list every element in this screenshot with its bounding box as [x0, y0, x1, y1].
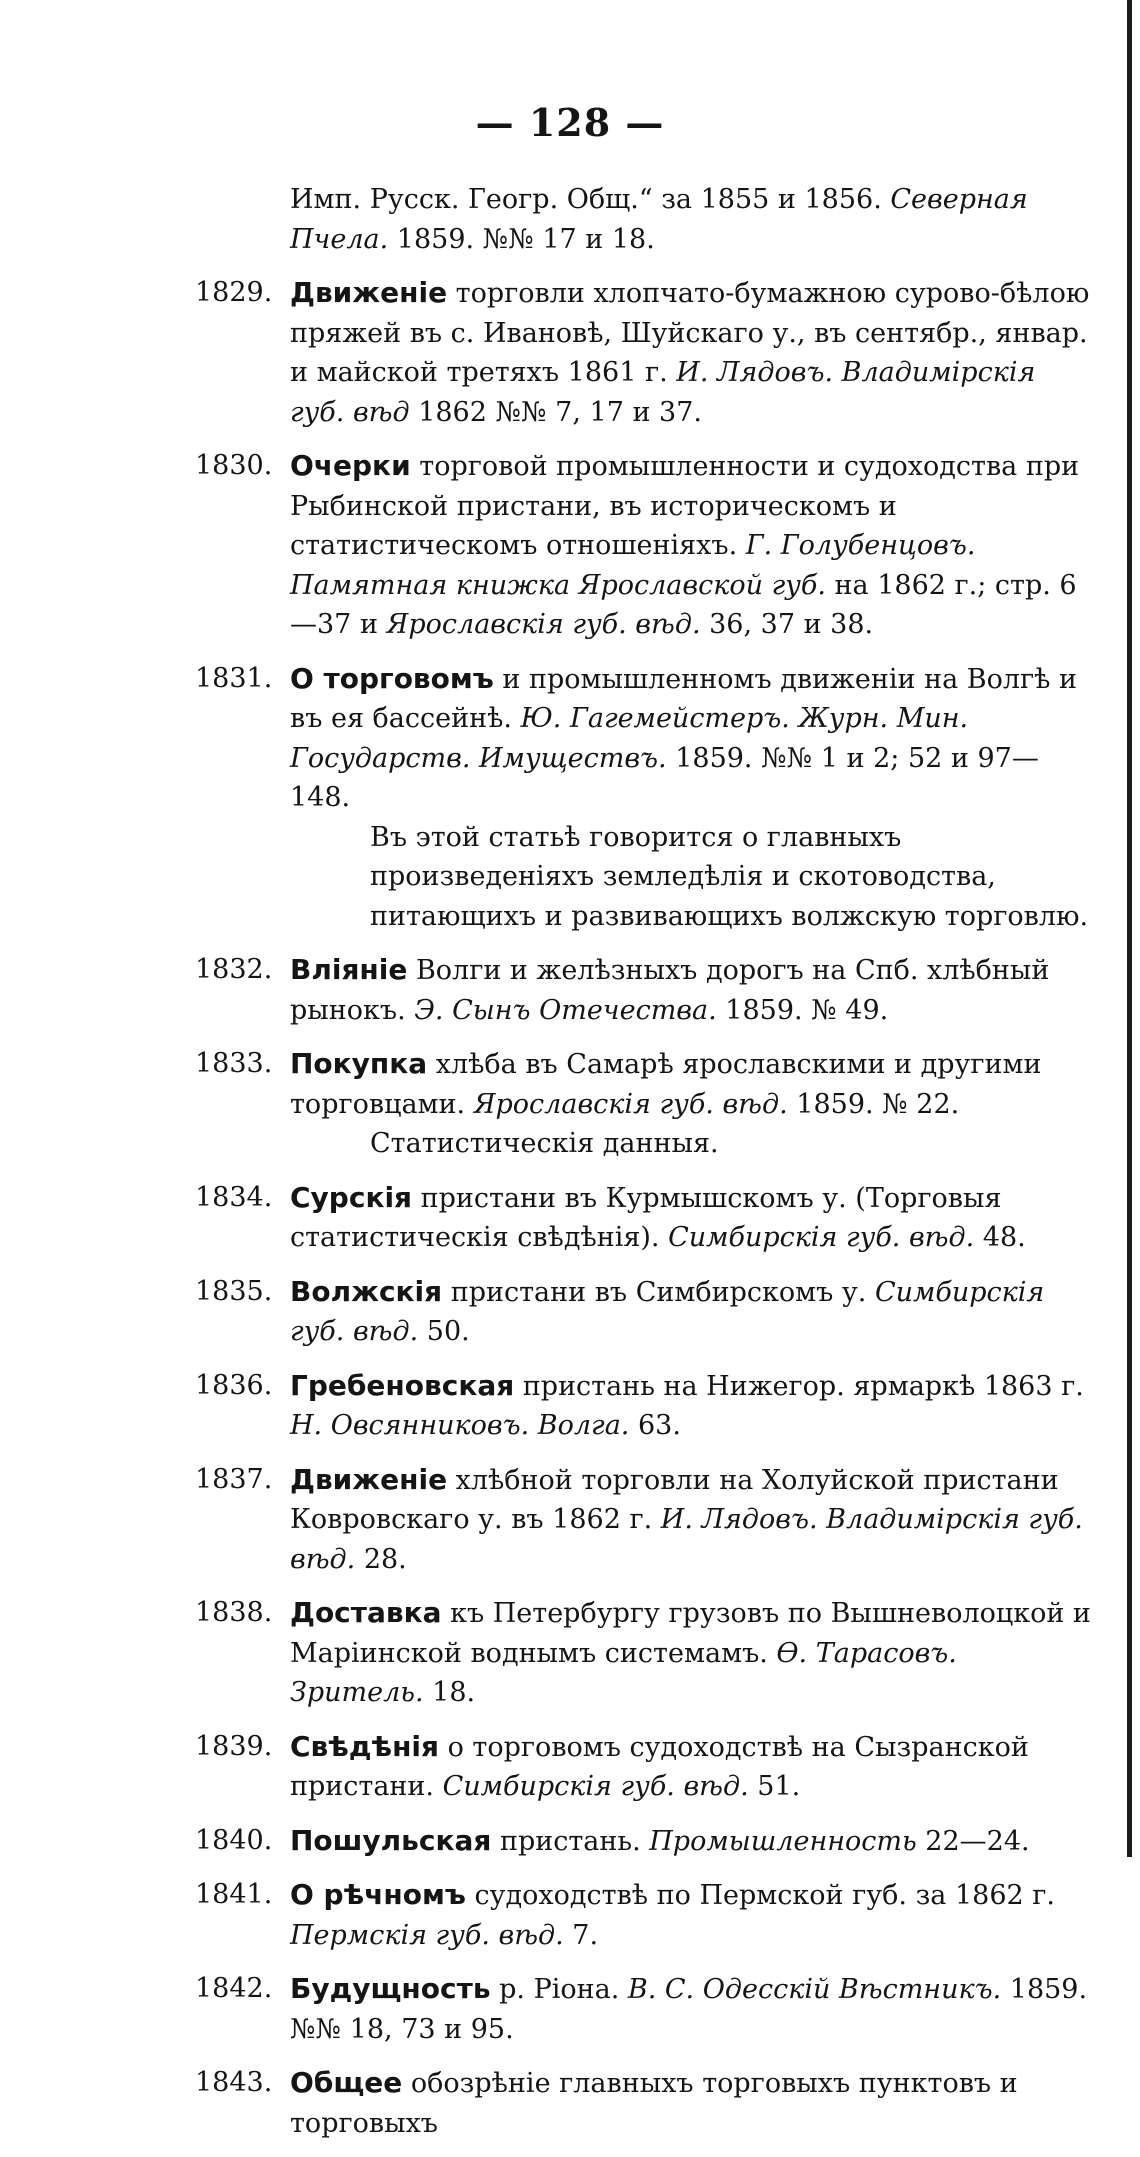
entry-number: 1834. — [195, 1181, 273, 1213]
entry-description: и промышленномъ движеніи на Волгѣ и въ ея бассейнѣ. — [290, 663, 1078, 734]
entry-source: В. С. Одесскій Вѣстникъ. — [627, 1974, 1002, 2005]
entry-description: пристани въ Курмышскомъ у. (Торговыя статистическія свѣдѣнія). — [290, 1182, 1002, 1253]
entry-text — [290, 1974, 1087, 2045]
entry-text — [290, 661, 1078, 814]
entry-number: 1838. — [195, 1597, 273, 1628]
entry-number: 1835. — [195, 1275, 273, 1307]
entry-source: Промышленность — [649, 1825, 917, 1857]
entry-description: хлѣбной торговли на Холуйской пристани Ковровскаго у. въ 1862 г. — [290, 1464, 1059, 1535]
entry-text — [290, 1049, 1042, 1120]
bibliography-entry — [195, 2063, 1095, 2143]
entry-text — [290, 1180, 1026, 1254]
entry-number: 1841. — [195, 1879, 273, 1910]
entry-number: 1832. — [195, 954, 273, 985]
entry-text — [290, 451, 1079, 640]
entry-source: Симбирскія губ. вѣд. — [442, 1771, 749, 1802]
bibliography-entry — [195, 1272, 1095, 1352]
entry-keyword: Очерки — [290, 449, 411, 482]
entry-description: р. Ріона. — [490, 1974, 628, 2005]
page-edge-line — [1127, 0, 1132, 1857]
entry-description: 50. — [418, 1316, 470, 1347]
entry-number: 1831. — [195, 662, 273, 694]
bibliography-list — [195, 180, 1095, 2157]
entry-keyword: О торговомъ — [290, 661, 494, 695]
entry-source: Северная Пчела. — [290, 184, 1028, 255]
entry-source: Ю. Гагемейстеръ. Журн. Мин. Государств. Имуществъ. — [290, 703, 969, 774]
entry-source: Ѳ. Тарасовъ. Зритель. — [290, 1637, 957, 1708]
bibliography-entry — [195, 273, 1095, 432]
entry-number: 1837. — [195, 1463, 273, 1495]
entry-keyword: Гребеновская — [290, 1368, 515, 1402]
bibliography-entry — [195, 1460, 1095, 1580]
entry-description: 63. — [629, 1410, 681, 1441]
entry-description: 7. — [563, 1919, 599, 1951]
entry-source: Ярославскія губ. вѣд. — [473, 1088, 788, 1120]
entry-number: 1840. — [195, 1824, 273, 1856]
entry-number: 1833. — [195, 1048, 273, 1079]
entry-source: Симбирскія губ. вѣд. — [290, 1276, 1045, 1347]
entry-text — [290, 184, 1028, 255]
page-number: — 128 — — [475, 100, 665, 145]
entry-keyword: Сурскія — [290, 1180, 413, 1214]
bibliography-entry — [195, 446, 1095, 645]
bibliography-entry — [195, 1178, 1095, 1258]
entry-description: къ Петербургу грузовъ по Вышневолоцкой и Маріинской воднымъ системамъ. — [290, 1598, 1091, 1669]
entry-number: 1839. — [195, 1730, 273, 1762]
entry-keyword: Вліяніе — [290, 953, 408, 986]
entry-description: торговли хлопчато-бумажною сурово-бѣлою пряжей въ с. Ивановѣ, Шуйскаго у., въ сентябр., январ. и майской третяхъ 1861 г. — [290, 278, 1090, 388]
entry-source: Пермскія губ. вѣд. — [290, 1919, 564, 1951]
bibliography-entry — [195, 180, 1095, 259]
entry-keyword: О рѣчномъ — [290, 1878, 466, 1911]
entry-description: торговой промышленности и судоходства при Рыбинской пристани, въ историческомъ и статистическомъ отношеніяхъ. — [290, 451, 1080, 561]
entry-keyword: Движеніе — [290, 276, 448, 309]
entry-description: Имп. Русск. Геогр. Общ.“ за 1855 и 1856. — [290, 184, 891, 215]
entry-source: Симбирскія губ. вѣд. — [668, 1222, 975, 1253]
entry-note: Въ этой статьѣ говорится о главныхъ произведеніяхъ земледѣлія и скотоводства, питающихъ и развивающихъ волжскую торговлю. — [370, 821, 1089, 932]
entry-source: И. Лядовъ. Владимірскія губ. вѣд. — [290, 1504, 1083, 1575]
entry-number: 1829. — [195, 277, 273, 308]
entry-text — [290, 1274, 1045, 1348]
entry-keyword: Общее — [290, 2066, 403, 2099]
entry-description: обозрѣніе главныхъ торговыхъ пунктовъ и торговыхъ — [290, 2068, 1018, 2139]
entry-description: Волги и желѣзныхъ дорогъ на Спб. хлѣбный рынокъ. — [290, 955, 1050, 1026]
entry-source: Г. Голубенцовъ. Памятная книжка Ярославской губ. — [290, 530, 976, 601]
entry-description: 1859. № 49. — [716, 994, 889, 1026]
entry-description: 36, 37 и 38. — [700, 609, 874, 640]
entry-keyword: Покупка — [290, 1047, 428, 1080]
entry-text — [290, 2068, 1018, 2139]
entry-keyword: Волжскія — [290, 1274, 443, 1308]
entry-text — [290, 1462, 1083, 1575]
entry-source: Н. Овсянниковъ. Волга. — [290, 1410, 630, 1441]
entry-description: хлѣба въ Самарѣ ярославскими и другими торговцами. — [290, 1049, 1042, 1120]
entry-text — [290, 1598, 1091, 1708]
bibliography-entry — [195, 950, 1095, 1030]
bibliography-entry — [195, 1969, 1095, 2049]
entry-keyword: Движеніе — [290, 1462, 448, 1496]
entry-text — [290, 1880, 1055, 1951]
entry-note: Статистическія данныя. — [370, 1128, 719, 1159]
bibliography-entry — [195, 1727, 1095, 1807]
entry-description: пристани въ Симбирскомъ у. — [442, 1276, 875, 1308]
entry-keyword: Доставка — [290, 1596, 442, 1629]
entry-description: 1859. №№ 1 и 2; 52 и 97—148. — [290, 742, 1039, 813]
entry-text — [290, 1368, 1084, 1442]
bibliography-entry — [195, 1044, 1095, 1164]
entry-keyword: Свѣдѣнія — [290, 1729, 440, 1763]
entry-description: 22—24. — [916, 1825, 1030, 1857]
entry-source: И. Лядовъ. Владимірскія губ. вѣд — [290, 357, 1036, 428]
bibliography-entry — [195, 1821, 1095, 1862]
bibliography-entry — [195, 1593, 1095, 1713]
entry-description: 18. — [423, 1677, 476, 1708]
entry-description: 1862 №№ 7, 17 и 37. — [409, 396, 702, 428]
bibliography-entry — [195, 1366, 1095, 1446]
entry-text — [290, 1729, 1029, 1803]
entry-number: 1843. — [195, 2067, 273, 2098]
entry-number: 1830. — [195, 450, 273, 481]
entry-description: судоходствѣ по Пермской губ. за 1862 г. — [465, 1880, 1055, 1911]
entry-source: Э. Сынъ Отечества. — [414, 994, 717, 1026]
entry-description: 1859. №№ 17 и 18. — [388, 223, 655, 255]
entry-number: 1836. — [195, 1369, 273, 1401]
entry-keyword: Будущность — [290, 1972, 491, 2005]
entry-text — [290, 1823, 1030, 1857]
entry-description: 1859. №№ 18, 73 и 95. — [290, 1974, 1088, 2045]
entry-text — [290, 278, 1089, 428]
entry-description: о торговомъ судоходствѣ на Сызранской пристани. — [290, 1731, 1029, 1802]
entry-description: 1859. № 22. — [787, 1088, 960, 1120]
entry-description: 28. — [355, 1543, 407, 1575]
entry-text — [290, 955, 1049, 1026]
entry-description: пристань. — [491, 1825, 650, 1857]
entry-description: 51. — [748, 1771, 801, 1802]
bibliography-entry — [195, 1875, 1095, 1955]
entry-number: 1842. — [195, 1973, 273, 2004]
entry-description: на 1862 г.; стр. 6—37 и — [290, 569, 1077, 640]
entry-source: Ярославскія губ. вѣд. — [386, 609, 701, 640]
entry-keyword: Пошульская — [290, 1823, 492, 1857]
entry-description: 48. — [974, 1222, 1026, 1253]
bibliography-entry — [195, 659, 1095, 937]
entry-description: пристань на Нижегор. ярмаркѣ 1863 г. — [514, 1370, 1084, 1402]
